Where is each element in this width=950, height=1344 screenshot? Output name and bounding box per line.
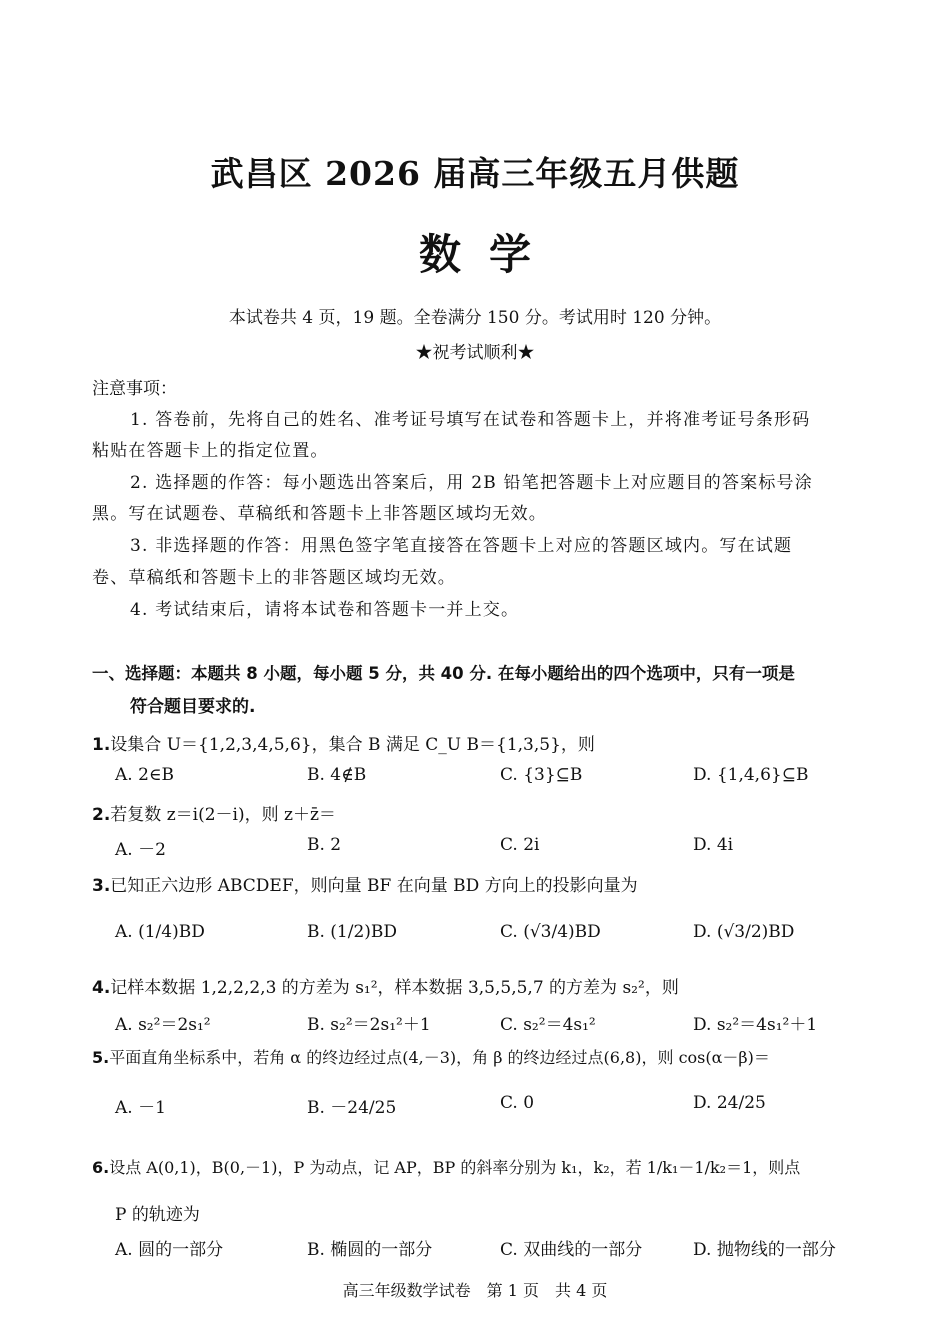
option-c: C. (√3/4)BD	[500, 922, 601, 942]
option-a: A. 2∈B	[115, 765, 174, 785]
subject-title: 数学	[418, 230, 559, 279]
question-stem: 若复数 z＝i(2－i)，则 z＋z̄＝	[110, 805, 336, 825]
notice-line: 粘贴在答题卡上的指定位置。	[92, 441, 329, 461]
question-number: 5.	[92, 1048, 110, 1067]
question-4	[92, 973, 679, 998]
notice-line: 卷、草稿纸和答题卡上的非答题区域均无效。	[92, 568, 456, 588]
option-c: C. {3}⊆B	[500, 765, 583, 785]
notice-heading: 注意事项：	[92, 379, 177, 399]
option-c: C. 2i	[500, 835, 540, 855]
question-number: 4.	[92, 978, 111, 998]
question-number: 3.	[92, 876, 111, 896]
option-a: A. 圆的一部分	[115, 1240, 224, 1260]
question-5	[92, 1045, 770, 1068]
option-b: B. (1/2)BD	[307, 922, 398, 942]
question-number: 2.	[92, 805, 111, 825]
question-stem: 平面直角坐标系中，若角 α 的终边经过点(4,－3)，角 β 的终边经过点(6,8)，则 cos(α－β)＝	[109, 1048, 770, 1067]
option-c: C. 0	[500, 1093, 535, 1113]
option-d: D. {1,4,6}⊆B	[693, 765, 809, 785]
option-b: B. s₂²＝2s₁²＋1	[307, 1015, 431, 1035]
question-2	[92, 800, 336, 825]
question-stem: 设点 A(0,1)，B(0,－1)，P 为动点，记 AP，BP 的斜率分别为 k₁，k₂，若 1/k₁－1/k₂＝1，则点	[109, 1158, 801, 1177]
question-number: 1.	[92, 735, 111, 755]
notice-line: 黑。写在试题卷、草稿纸和答题卡上非答题区域均无效。	[92, 504, 547, 524]
option-d: D. s₂²＝4s₁²＋1	[693, 1015, 818, 1035]
question-number: 6.	[92, 1158, 110, 1177]
option-a: A. －1	[115, 1098, 166, 1118]
question-stem-cont: P 的轨迹为	[115, 1205, 200, 1225]
option-b: B. －24/25	[307, 1098, 397, 1118]
notice-line: 2. 选择题的作答：每小题选出答案后，用 2B 铅笔把答题卡上对应题目的答案标号涂	[130, 473, 813, 493]
option-c: C. s₂²＝4s₁²	[500, 1015, 596, 1035]
notice-line: 4. 考试结束后，请将本试卷和答题卡一并上交。	[130, 600, 520, 620]
option-a: A. －2	[115, 840, 166, 860]
page-footer: 高三年级数学试卷 第 1 页 共 4 页	[342, 1281, 608, 1300]
option-a: A. s₂²＝2s₁²	[115, 1015, 211, 1035]
notice-line: 1. 答卷前，先将自己的姓名、准考证号填写在试卷和答题卡上，并将准考证号条形码	[130, 410, 811, 430]
question-stem: 记样本数据 1,2,2,2,3 的方差为 s₁²，样本数据 3,5,5,5,7 的方差为 s₂²，则	[110, 978, 679, 998]
option-b: B. 4∉B	[307, 765, 367, 785]
option-d: D. (√3/2)BD	[693, 922, 795, 942]
exam-info: 本试卷共 4 页，19 题。全卷满分 150 分。考试用时 120 分钟。	[228, 308, 722, 328]
notice-line: 3. 非选择题的作答：用黑色签字笔直接答在答题卡上对应的答题区域内。写在试题	[130, 536, 793, 556]
option-a: A. (1/4)BD	[115, 922, 205, 942]
question-stem: 已知正六边形 ABCDEF，则向量 BF 在向量 BD 方向上的投影向量为	[110, 876, 638, 896]
option-d: D. 24/25	[693, 1093, 766, 1113]
question-3	[92, 871, 638, 896]
section-heading-cont: 符合题目要求的.	[130, 697, 256, 717]
question-6	[92, 1155, 800, 1178]
good-luck-line: ★祝考试顺利★	[415, 343, 535, 363]
option-d: D. 4i	[693, 835, 734, 855]
option-c: C. 双曲线的一部分	[500, 1240, 643, 1260]
option-b: B. 椭圆的一部分	[307, 1240, 433, 1260]
section-heading: 一、选择题：本题共 8 小题，每小题 5 分，共 40 分. 在每小题给出的四个选项中，只有一项是	[92, 664, 795, 683]
question-stem: 设集合 U＝{1,2,3,4,5,6}，集合 B 满足 C_U B＝{1,3,5}，则	[110, 735, 595, 755]
exam-title: 武昌区 2026 届高三年级五月供题	[210, 154, 740, 193]
option-b: B. 2	[307, 835, 342, 855]
option-d: D. 抛物线的一部分	[693, 1240, 836, 1260]
question-1	[92, 730, 595, 755]
